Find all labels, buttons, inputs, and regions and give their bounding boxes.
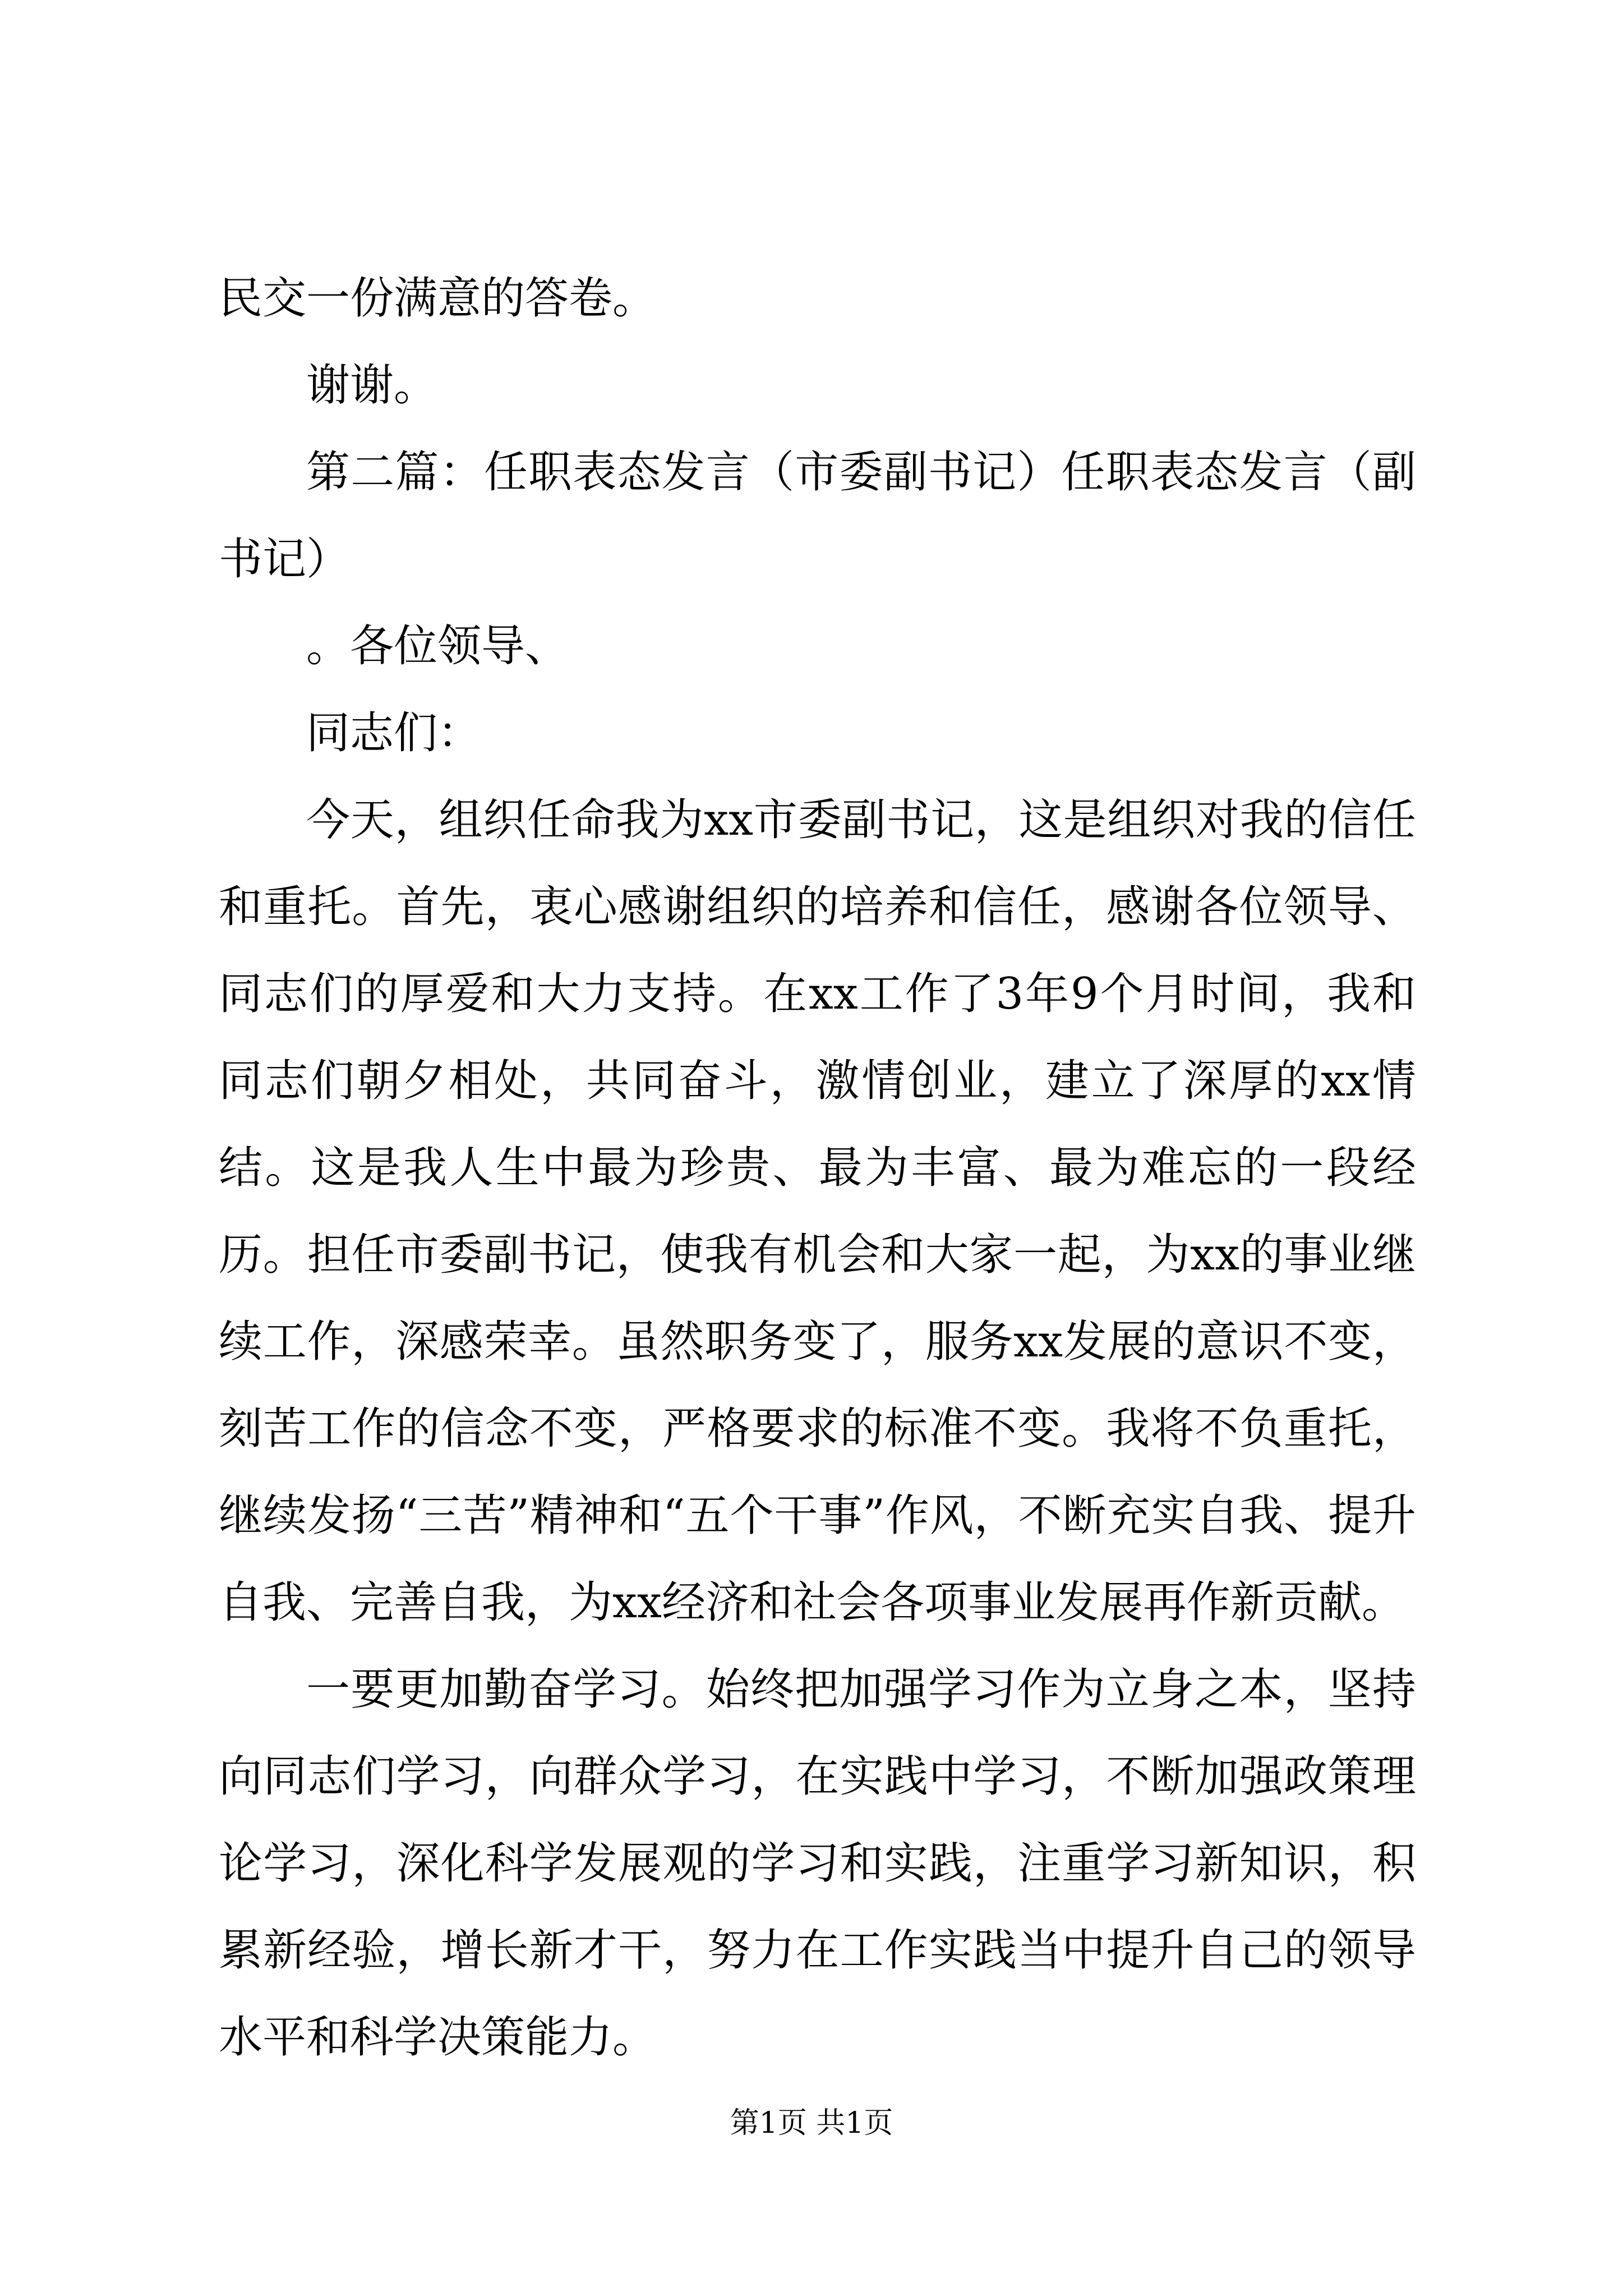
paragraph-2: 谢谢。 (306, 360, 438, 411)
paragraph-3-section-heading: 第二篇：任职表态发言（市委副书记）任职表态发言（副书记） (219, 447, 1416, 585)
document-body (219, 255, 1416, 2081)
page-number-footer: 第1页 共1页 (730, 2106, 893, 2140)
paragraph-6-body: 今天，组织任命我为xx市委副书记，这是组织对我的信任和重托。首先，衷心感谢组织的培养和信任，感谢各位领导、同志们的厚爱和大力支持。在xx工作了3年9个月时间，我和同志们朝夕相处，共同奋斗，激情创业，建立了深厚的xx情结。这是我人生中最为珍贵、最为丰富、最为难忘的一段经历。担任市委副书记，使我有机会和大家一起，为xx的事业继续工作，深感荣幸。虽然职务变了，服务xx发展的意识不变，刻苦工作的信念不变，严格要求的标准不变。我将不负重托，继续发扬“三苦”精神和“五个干事”作风，不断充实自我、提升自我、完善自我，为xx经济和社会各项事业发展再作新贡献。 (219, 795, 1416, 1628)
paragraph-1: 民交一份满意的答卷。 (219, 273, 657, 324)
paragraph-7-body: 一要更加勤奋学习。始终把加强学习作为立身之本，坚持向同志们学习，向群众学习，在实践中学习，不断加强政策理论学习，深化科学发展观的学习和实践，注重学习新知识，积累新经验，增长新才干，努力在工作实践当中提升自己的领导水平和科学决策能力。 (219, 1664, 1416, 2063)
paragraph-4-salutation: 。各位领导、 (306, 621, 569, 671)
paragraph-5-salutation: 同志们： (306, 708, 482, 758)
